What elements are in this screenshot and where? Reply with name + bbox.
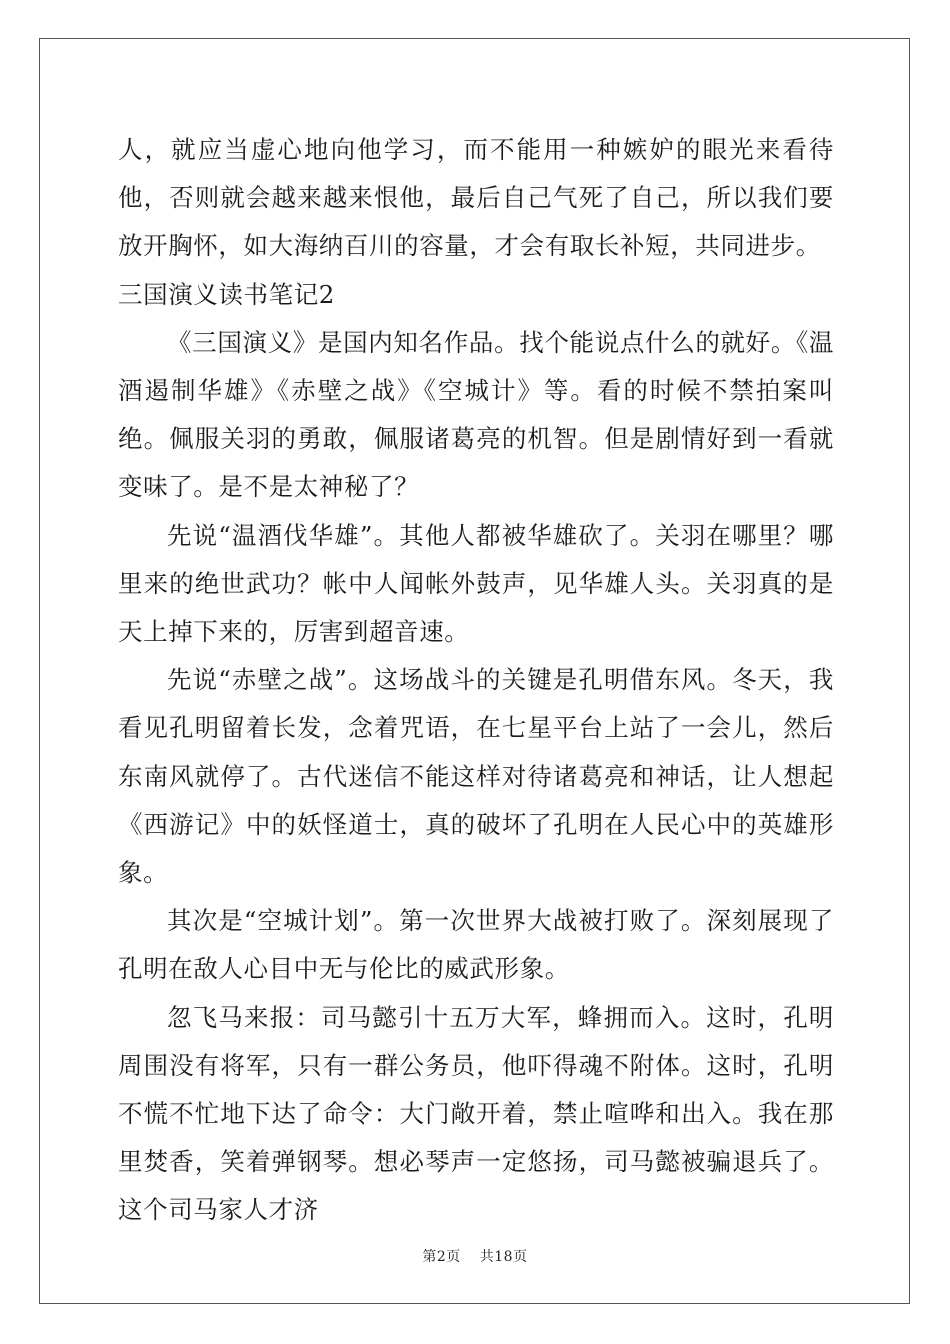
section-heading: 三国演义读书笔记2	[118, 279, 335, 309]
page-total: 共18页	[479, 1249, 528, 1265]
paragraph-empty-city: 其次是“空城计划”。第一次世界大战被打败了。深刻展现了孔明在敌人心目中无与伦比的威武形象。	[118, 906, 834, 984]
paragraph-continuation: 人，就应当虚心地向他学习，而不能用一种嫉妒的眼光来看待他，否则就会越来越来恨他，最后自己气死了自己，所以我们要放开胸怀，如大海纳百川的容量，才会有取长补短，共同进步。	[118, 135, 834, 261]
page-footer	[0, 1246, 950, 1266]
paragraph-huaxiong: 先说“温酒伐华雄”。其他人都被华雄砍了。关羽在哪里？哪里来的绝世武功？帐中人闻帐外鼓声，见华雄人头。关羽真的是天上掉下来的，厉害到超音速。	[118, 520, 834, 647]
page-number: 第2页	[422, 1249, 461, 1265]
paragraph-intro: 《三国演义》是国内知名作品。找个能说点什么的就好。《温酒遏制华雄》《赤壁之战》《空城计》等。看的时候不禁拍案叫绝。佩服关羽的勇敢，佩服诸葛亮的机智。但是剧情好到一看就变味了。是不是太神秘了？	[118, 327, 834, 502]
paragraph-sima-yi: 忽飞马来报：司马懿引十五万大军，蜂拥而入。这时，孔明周围没有将军，只有一群公务员，他吓得魂不附体。这时，孔明不慌不忙地下达了命令：大门敞开着，禁止喧哗和出入。我在那里焚香，笑着弹钢琴。想必琴声一定悠扬，司马懿被骗退兵了。这个司马家人才济	[118, 1002, 834, 1225]
paragraph-chibi: 先说“赤壁之战”。这场战斗的关键是孔明借东风。冬天，我看见孔明留着长发，念着咒语，在七星平台上站了一会儿，然后东南风就停了。古代迷信不能这样对待诸葛亮和神话，让人想起《西游记》中的妖怪道士，真的破坏了孔明在人民心中的英雄形象。	[118, 665, 834, 888]
document-body	[118, 126, 834, 1235]
